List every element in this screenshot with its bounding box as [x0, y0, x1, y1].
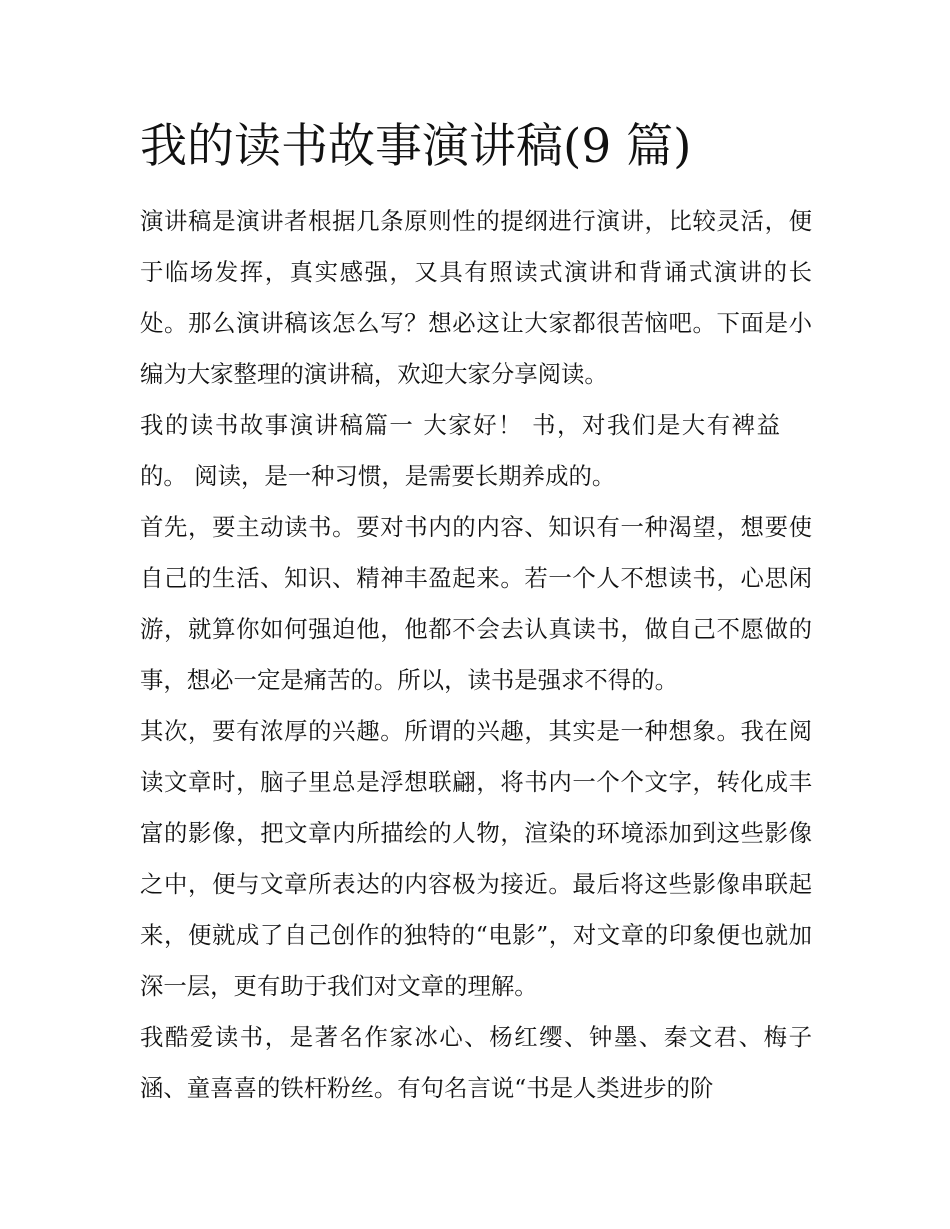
document-title: 我的读书故事演讲稿(9 篇)	[140, 119, 692, 174]
intro-paragraph: 演讲稿是演讲者根据几条原则性的提纲进行演讲，比较灵活，便于临场发挥，真实感强，又具有照读式演讲和背诵式演讲的长处。那么演讲稿该怎么写？想必这让大家都很苦恼吧。下面是小编为大家整理的演讲稿，欢迎大家分享阅读。	[140, 207, 812, 388]
body-paragraph: 我酷爱读书，是著名作家冰心、杨红缨、钟墨、秦文君、梅子涵、童喜喜的铁杆粉丝。有句名言说“书是人类进步的阶	[140, 1023, 812, 1102]
document-page	[140, 112, 812, 1114]
body-paragraph: 其次，要有浓厚的兴趣。所谓的兴趣，其实是一种想象。我在阅读文章时，脑子里总是浮想联翩，将书内一个个文字，转化成丰富的影像，把文章内所描绘的人物，渲染的环境添加到这些影像之中，便与文章所表达的内容极为接近。最后将这些影像串联起来，便就成了自己创作的独特的“电影”，对文章的印象便也就加深一层，更有助于我们对文章的理解。	[140, 717, 812, 1000]
body-paragraph: 首先，要主动读书。要对书内的内容、知识有一种渴望，想要使自己的生活、知识、精神丰盈起来。若一个人不想读书，心思闲游，就算你如何强迫他，他都不会去认真读书，做自己不愿做的事，想必一定是痛苦的。所以，读书是强求不得的。	[140, 513, 812, 694]
opening-paragraph: 我的读书故事演讲稿篇一 大家好！ 书，对我们是大有裨益的。 阅读，是一种习惯，是需要长期养成的。	[140, 411, 780, 490]
